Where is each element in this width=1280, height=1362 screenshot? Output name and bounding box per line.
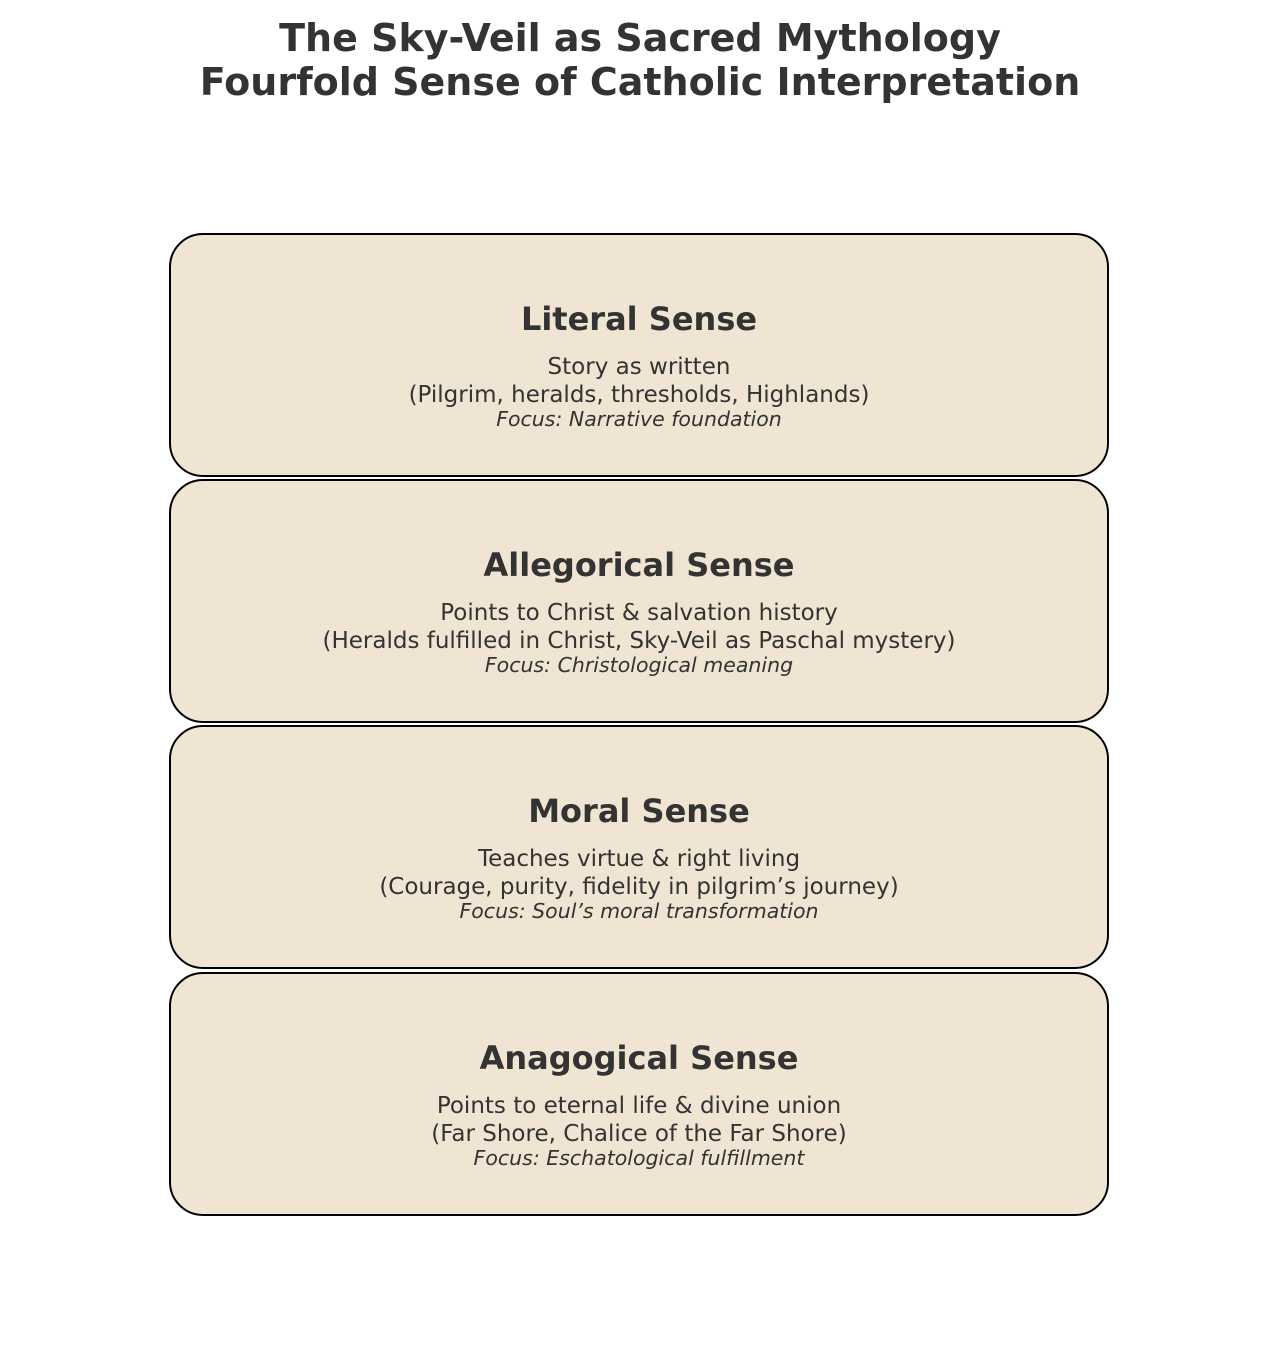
allegorical-sense-summary: Points to Christ & salvation history <box>440 600 838 626</box>
literal-sense-summary: Story as written <box>547 354 731 380</box>
literal-sense-focus: Focus: Narrative foundation <box>496 407 782 431</box>
moral-sense-box <box>169 725 1109 969</box>
allegorical-sense-examples: (Heralds fulfilled in Christ, Sky-Veil as Paschal mystery) <box>322 628 956 654</box>
literal-sense-box <box>169 233 1109 477</box>
allegorical-sense-description <box>171 599 1107 655</box>
moral-sense-focus: Focus: Soul’s moral transformation <box>459 899 819 923</box>
anagogical-sense-heading: Anagogical Sense <box>479 1039 799 1077</box>
literal-sense-examples: (Pilgrim, heralds, thresholds, Highlands) <box>408 382 870 408</box>
diagram-title-line-2: Fourfold Sense of Catholic Interpretation <box>199 60 1081 104</box>
diagram-title-line-1: The Sky-Veil as Sacred Mythology <box>279 16 1001 60</box>
allegorical-sense-box <box>169 479 1109 723</box>
anagogical-sense-examples: (Far Shore, Chalice of the Far Shore) <box>431 1121 847 1147</box>
moral-sense-description <box>171 845 1107 901</box>
allegorical-sense-focus: Focus: Christological meaning <box>484 653 794 677</box>
moral-sense-examples: (Courage, purity, fidelity in pilgrim’s journey) <box>379 874 899 900</box>
anagogical-sense-description <box>171 1092 1107 1148</box>
moral-sense-summary: Teaches virtue & right living <box>477 846 801 872</box>
anagogical-sense-summary: Points to eternal life & divine union <box>436 1093 842 1119</box>
anagogical-sense-focus: Focus: Eschatological fulfillment <box>473 1146 805 1170</box>
literal-sense-description <box>171 353 1107 409</box>
moral-sense-heading: Moral Sense <box>528 792 750 830</box>
literal-sense-heading: Literal Sense <box>520 300 758 338</box>
allegorical-sense-heading: Allegorical Sense <box>483 546 795 584</box>
anagogical-sense-box <box>169 972 1109 1216</box>
